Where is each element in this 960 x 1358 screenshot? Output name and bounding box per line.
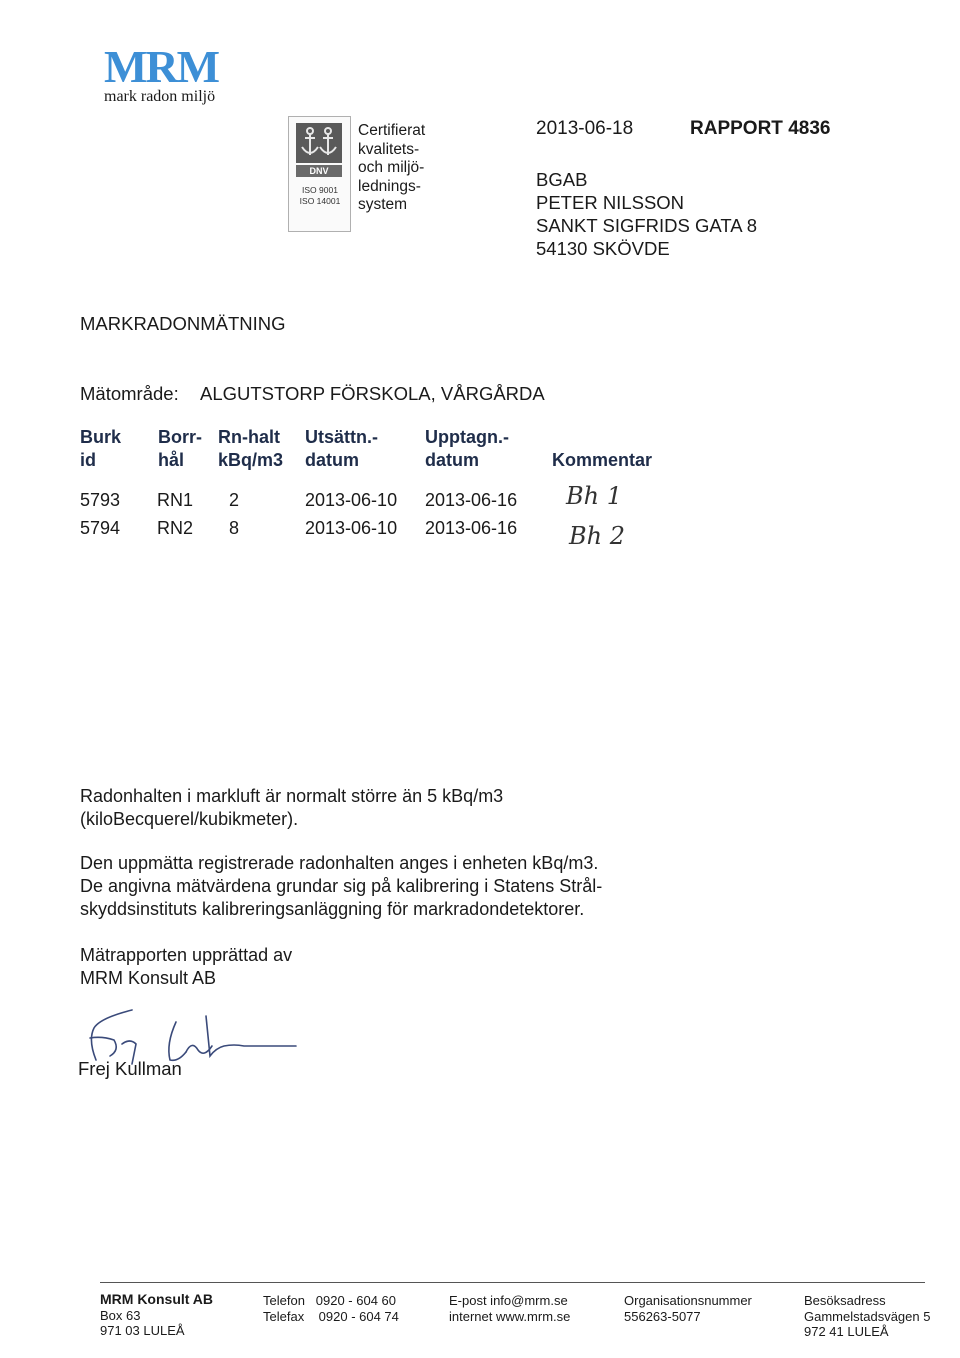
- header-line: hål: [158, 450, 185, 470]
- footer-company-box: Box 63: [100, 1307, 141, 1323]
- footer-company-name: MRM Konsult AB: [100, 1291, 214, 1307]
- fax-number: 0920 - 604 74: [318, 1308, 399, 1324]
- address-line: SANKT SIGFRIDS GATA 8: [536, 215, 758, 236]
- cell-rn-halt: 2: [229, 490, 240, 510]
- header-line: Burk: [80, 427, 122, 447]
- cert-line: Certifierat: [358, 122, 426, 139]
- visit-address-postal: 972 41 LULEÅ: [804, 1324, 889, 1339]
- col-header-burk: [80, 426, 121, 472]
- footer-phone: [263, 1293, 399, 1324]
- visit-address-label: Besöksadress: [804, 1293, 886, 1308]
- footer-email: E-post info@mrm.se: [449, 1293, 568, 1308]
- header-line: Upptagn.-: [425, 427, 509, 447]
- logo-subtitle: mark radon miljö: [104, 88, 216, 105]
- col-header-kommentar: Kommentar: [552, 450, 653, 470]
- visit-address-street: Gammelstadsvägen 5: [804, 1308, 931, 1324]
- cert-line: system: [358, 196, 408, 213]
- cert-line: och miljö-: [358, 159, 425, 176]
- header-line: Rn-halt: [218, 427, 280, 447]
- footer-org: [624, 1293, 752, 1324]
- paragraph-prepared-by: [80, 944, 700, 990]
- footer-web: [449, 1293, 570, 1324]
- org-number: 556263-5077: [624, 1308, 701, 1324]
- header-line: datum: [305, 450, 359, 470]
- certification-badge: [288, 116, 351, 232]
- company-logo: [104, 41, 219, 106]
- logo-mark: MRM: [104, 41, 219, 92]
- paragraph-line: skyddsinstituts kalibreringsanläggning för markradondetektorer.: [80, 899, 585, 919]
- header-line: Borr-: [158, 427, 202, 447]
- col-header-utsattn: [305, 426, 378, 472]
- phone-label: Telefon: [263, 1293, 305, 1308]
- paragraph-radon-info: [80, 785, 700, 831]
- col-header-borrhal: [158, 426, 202, 472]
- footer-company: [100, 1292, 213, 1339]
- cert-line: lednings-: [358, 177, 421, 195]
- header-line: Utsättn.-: [305, 427, 378, 447]
- paragraph-line: (kiloBecquerel/kubikmeter).: [80, 809, 299, 829]
- org-number-label: Organisationsnummer: [624, 1293, 752, 1308]
- signatory-name: Frej Kullman: [78, 1058, 182, 1079]
- report-title: [690, 118, 830, 140]
- col-header-rn-halt: [218, 426, 283, 472]
- header-line: id: [80, 450, 96, 470]
- handwritten-comment: Bh 1: [566, 482, 622, 510]
- paragraph-line: De angivna mätvärdena grundar sig på kalibrering i Statens Strål-: [80, 876, 603, 896]
- report-date: 2013-06-18: [536, 118, 634, 139]
- footer-divider: [100, 1282, 925, 1283]
- iso-standards: [293, 185, 347, 207]
- cert-line: kvalitets-: [358, 140, 420, 158]
- iso-line: ISO 9001: [302, 185, 338, 195]
- footer-company-postal: 971 03 LULEÅ: [100, 1323, 185, 1338]
- dnv-badge: DNV: [296, 165, 342, 177]
- paragraph-line: MRM Konsult AB: [80, 968, 217, 988]
- recipient-address: [536, 168, 757, 260]
- handwritten-comment: Bh 2: [569, 522, 625, 550]
- measurement-area-value: ALGUTSTORP FÖRSKOLA, VÅRGÅRDA: [200, 383, 545, 404]
- cell-rn-halt: 8: [229, 518, 240, 538]
- report-label: RAPPORT: [690, 118, 783, 139]
- cell-utsattn: 2013-06-10: [305, 518, 398, 538]
- paragraph-line: Mätrapporten upprättad av: [80, 945, 293, 965]
- address-line: PETER NILSSON: [536, 192, 685, 213]
- header-line: kBq/m3: [218, 450, 284, 470]
- cell-upptagn: 2013-06-16: [425, 518, 518, 538]
- cell-utsattn: 2013-06-10: [305, 490, 398, 510]
- report-number: 4836: [788, 118, 831, 139]
- col-header-upptagn: [425, 426, 509, 472]
- phone-number: 0920 - 604 60: [315, 1293, 396, 1308]
- footer-visit: [804, 1293, 930, 1340]
- paragraph-line: Radonhalten i markluft är normalt större än 5 kBq/m3: [80, 786, 504, 806]
- cell-upptagn: 2013-06-16: [425, 490, 518, 510]
- cell-burk: 5794: [80, 518, 121, 538]
- address-line: BGAB: [536, 169, 588, 190]
- cell-burk: 5793: [80, 490, 121, 510]
- fax-label: Telefax: [263, 1308, 305, 1324]
- anchor-emblem-icon: [296, 123, 342, 163]
- cell-borrhal: RN1: [157, 490, 194, 510]
- paragraph-line: Den uppmätta registrerade radonhalten anges i enheten kBq/m3.: [80, 853, 599, 873]
- address-line: 54130 SKÖVDE: [536, 238, 670, 259]
- certification-text: [358, 122, 448, 215]
- measurement-area-label: Mätområde:: [80, 383, 179, 404]
- header-line: datum: [425, 450, 479, 470]
- section-title: MARKRADONMÄTNING: [80, 313, 286, 334]
- cell-borrhal: RN2: [157, 518, 194, 538]
- iso-line: ISO 14001: [299, 196, 341, 206]
- paragraph-calibration: [80, 852, 700, 921]
- footer-website: internet www.mrm.se: [449, 1308, 571, 1324]
